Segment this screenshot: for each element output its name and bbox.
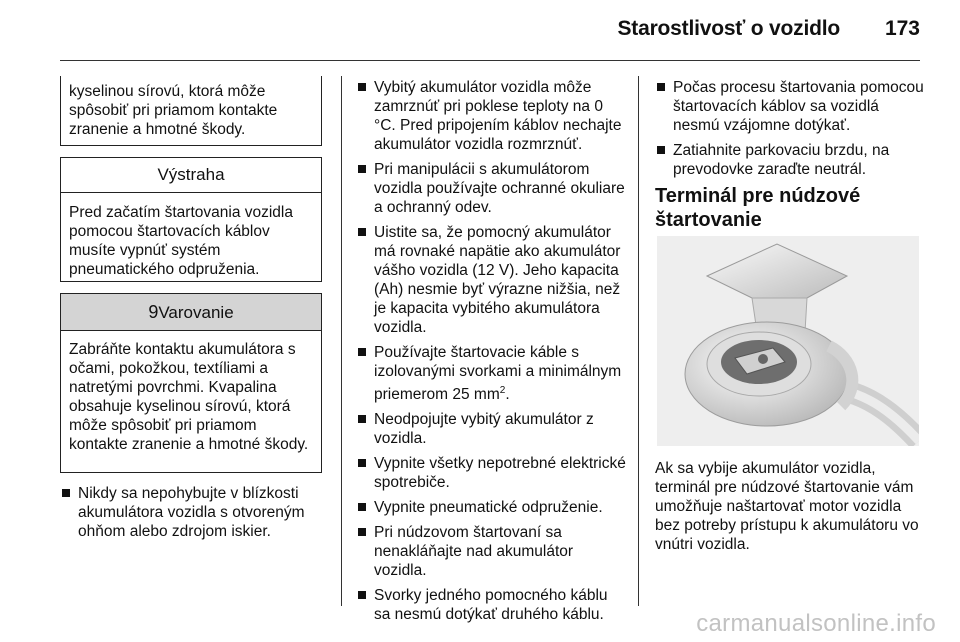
list-item: Pri manipulácii s akumulátorom vozidla používajte ochranné okuliare a ochranný odev. (356, 160, 628, 217)
warning-box-text: Zabráňte kontaktu akumulátora s očami, pokožkou, textíliami a natretými povrchmi. Kvapalina obsahuje kyselinou sírovú, ktorá môže spôsobiť pri priamom kontakte zranenie a hmotné škody. (69, 341, 309, 453)
list-item (356, 343, 628, 404)
warning-box-heading (61, 294, 321, 331)
cable-spec-text: Používajte štartovacie káble s izolovanými svorkami a minimálnym priemerom 25 mm (374, 344, 622, 404)
terminal-description: Ak sa vybije akumulátor vozidla, terminál pre núdzové štartovanie vám umožňuje naštartovať motor vozidla bez potreby prístupu k akumulátoru vo vnútri vozidla. (655, 460, 919, 553)
warning-box (60, 293, 322, 473)
warning-icon: 9 (148, 302, 159, 322)
notice-box-text: Pred začatím štartovania vozidla pomocou štartovacích káblov musíte vypnúť systém pneumatického odpruženia. (69, 204, 293, 278)
warning-heading-label: Varovanie (158, 303, 234, 322)
jump-start-terminal-illustration (657, 236, 919, 446)
section-heading: Terminál pre núdzové štartovanie (655, 185, 861, 231)
cable-spec-suffix: . (505, 386, 510, 404)
page-title: Starostlivosť o vozidlo (617, 17, 840, 40)
list-item: Nikdy sa nepohybujte v blízkosti akumulátora vozidla s otvoreným ohňom alebo zdrojom iskier. (60, 484, 330, 541)
superscript: 2 (499, 385, 506, 396)
list-item: Zatiahnite parkovaciu brzdu, na prevodovke zaraďte neutrál. (655, 141, 925, 179)
list-item: Neodpojujte vybitý akumulátor z vozidla. (356, 410, 628, 448)
col3-bullet-list (655, 78, 925, 185)
list-item: Vypnite pneumatické odpruženie. (356, 498, 628, 517)
caution-box-continued (60, 76, 322, 146)
list-item: Vypnite všetky nepotrebné elektrické spotrebiče. (356, 454, 628, 492)
page-number: 173 (884, 17, 920, 40)
header-divider (60, 60, 920, 61)
col1-bullet-list (60, 484, 330, 547)
list-item: Vybitý akumulátor vozidla môže zamrznúť pri poklese teploty na 0 °C. Pred pripojením káblov nechajte akumulátor vozidla rozmrznúť. (356, 78, 628, 154)
col2-bullet-list (356, 78, 628, 630)
list-item: Počas procesu štartovania pomocou štartovacích káblov sa vozidlá nesmú vzájomne dotýkať. (655, 78, 925, 135)
list-item: Uistite sa, že pomocný akumulátor má rovnaké napätie ako akumulátor vášho vozidla (12 V). Jeho kapacita (Ah) nesmie byť výrazne nižšia, než je kapacita vybitého akumulátora vozidla. (356, 223, 628, 337)
notice-box-heading: Výstraha (61, 158, 321, 193)
caution-box-text: kyselinou sírovú, ktorá môže spôsobiť pri priamom kontakte zranenie a hmotné škody. (69, 83, 278, 138)
watermark: carmanualsonline.info (696, 610, 936, 637)
column-divider-1 (341, 76, 342, 606)
jump-start-terminal-photo (657, 236, 919, 446)
column-divider-2 (638, 76, 639, 606)
list-item: Pri núdzovom štartovaní sa nenakláňajte nad akumulátor vozidla. (356, 523, 628, 580)
list-item: Svorky jedného pomocného káblu sa nesmú dotýkať druhého káblu. (356, 586, 628, 624)
notice-box (60, 157, 322, 282)
